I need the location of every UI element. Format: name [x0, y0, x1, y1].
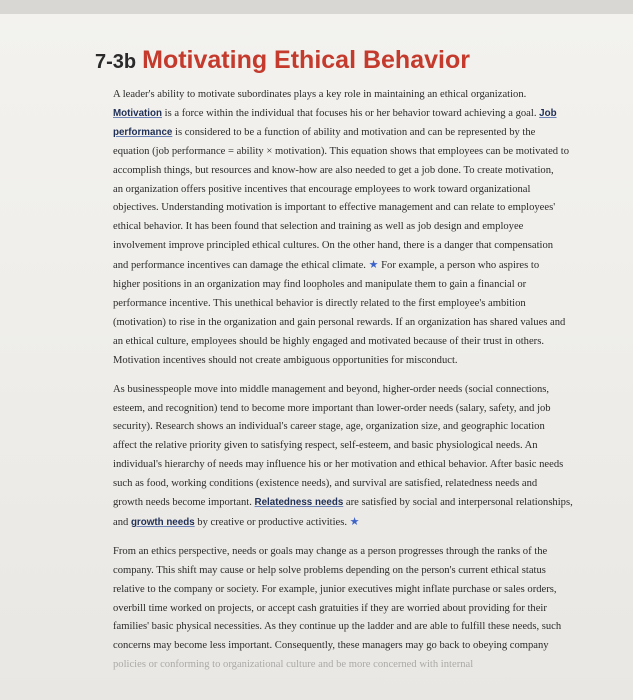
text-line: overbill time worked on projects, or accept cash gratuities if they are worried about providing for their: [113, 602, 547, 614]
text-segment: For example, a person who aspires to: [381, 260, 540, 272]
keyword-relatedness-needs[interactable]: Relatedness needs: [254, 497, 344, 509]
text-line: involvement improve principled ethical cultures. On the other hand, there is a danger that compensation: [113, 240, 554, 252]
text-line: [113, 105, 603, 124]
star-icon[interactable]: ★: [349, 514, 360, 528]
paragraph-1: [113, 86, 603, 371]
paragraph-2: [113, 381, 603, 533]
text-line: Motivation incentives should not create ambiguous opportunities for misconduct.: [113, 354, 458, 366]
text-line: accomplish things, but resources and know-how are also needed to get a job done. To create motivation,: [113, 164, 554, 176]
text-line: security). Research shows an individual's career stage, age, organization size, and geographic location: [113, 421, 545, 433]
text-line: individual's hierarchy of needs may influence his or her motivation and ethical behavior. After basic needs: [113, 459, 564, 471]
text-line: relative to the company or society. For example, junior executives might inflate purchase or sales orders,: [113, 583, 557, 595]
text-line: (motivation) to rise in the organization and gain personal rewards. If an organization has shared values and: [113, 316, 566, 328]
text-line: [113, 513, 603, 533]
text-line: As businesspeople move into middle management and beyond, higher-order needs (social connections,: [113, 383, 550, 395]
text-line: [113, 256, 603, 276]
keyword-job-performance[interactable]: performance: [113, 126, 173, 138]
text-line: such as food, working conditions (existence needs), and survival are satisfied, relatedness needs and: [113, 478, 538, 490]
keyword-motivation[interactable]: Motivation: [113, 107, 162, 119]
text-line: ethical behavior. It has been found that selection and training as well as job design and employee: [113, 221, 524, 233]
text-line: objectives. Understanding motivation is important to effective management and can relate to employees': [113, 202, 556, 214]
text-line: an ethical culture, employees should be highly engaged and motivated because of their trust in others.: [113, 335, 544, 347]
section-title: Motivating Ethical Behavior: [142, 46, 470, 74]
section-heading: [95, 46, 470, 75]
text-line: concerns may become less important. Consequently, these managers may go back to obeying company: [113, 640, 549, 652]
text-line: company. This shift may cause or help solve problems depending on the person's current ethical status: [113, 564, 546, 576]
text-segment: and: [113, 516, 131, 528]
section-body: [113, 86, 603, 685]
text-line: A leader's ability to motivate subordinates plays a key role in maintaining an ethical organization.: [113, 89, 527, 100]
text-line: From an ethics perspective, needs or goals may change as a person progresses through the ranks of the: [113, 545, 548, 557]
text-segment: are satisfied by social and interpersonal relationships,: [343, 497, 573, 509]
section-number: 7-3b: [95, 51, 137, 73]
top-strip: [0, 0, 633, 14]
text-line: an organization offers positive incentives that encourage employees to work toward organizational: [113, 183, 531, 195]
text-line: [113, 124, 603, 143]
text-line: esteem, and recognition) tend to become more important than lower-order needs (salary, safety, and job: [113, 402, 551, 414]
star-icon[interactable]: ★: [368, 258, 379, 272]
text-segment: growth needs become important.: [113, 497, 255, 509]
text-line: higher positions in an organization may find loopholes and manipulate them to gain a financial or: [113, 279, 527, 291]
text-segment: is considered to be a function of ability and motivation and can be represented by the: [172, 126, 536, 138]
text-line-cut-off: policies or conforming to organizational culture and be more concerned with internal: [113, 659, 474, 671]
text-segment: by creative or productive activities.: [194, 516, 348, 528]
text-line: [113, 494, 603, 513]
keyword-job-performance-start[interactable]: Job: [539, 107, 557, 119]
text-line: families' basic physical necessities. As they continue up the ladder and are able to fulfill these needs, such: [113, 621, 562, 633]
paragraph-3: [113, 543, 603, 675]
text-line: equation (job performance = ability × motivation). This equation shows that employees can be motivated to: [113, 145, 569, 157]
text-segment: and performance incentives can damage the ethical climate.: [113, 260, 366, 272]
keyword-growth-needs[interactable]: growth needs: [130, 516, 195, 528]
text-segment: is a force within the individual that focuses his or her behavior toward achieving a goal.: [161, 107, 540, 119]
text-line: performance incentive. This unethical behavior is directly related to the first employee's ambition: [113, 297, 526, 309]
text-line: affect the relative priority given to satisfying respect, self-esteem, and basic physiological needs. An: [113, 440, 538, 452]
